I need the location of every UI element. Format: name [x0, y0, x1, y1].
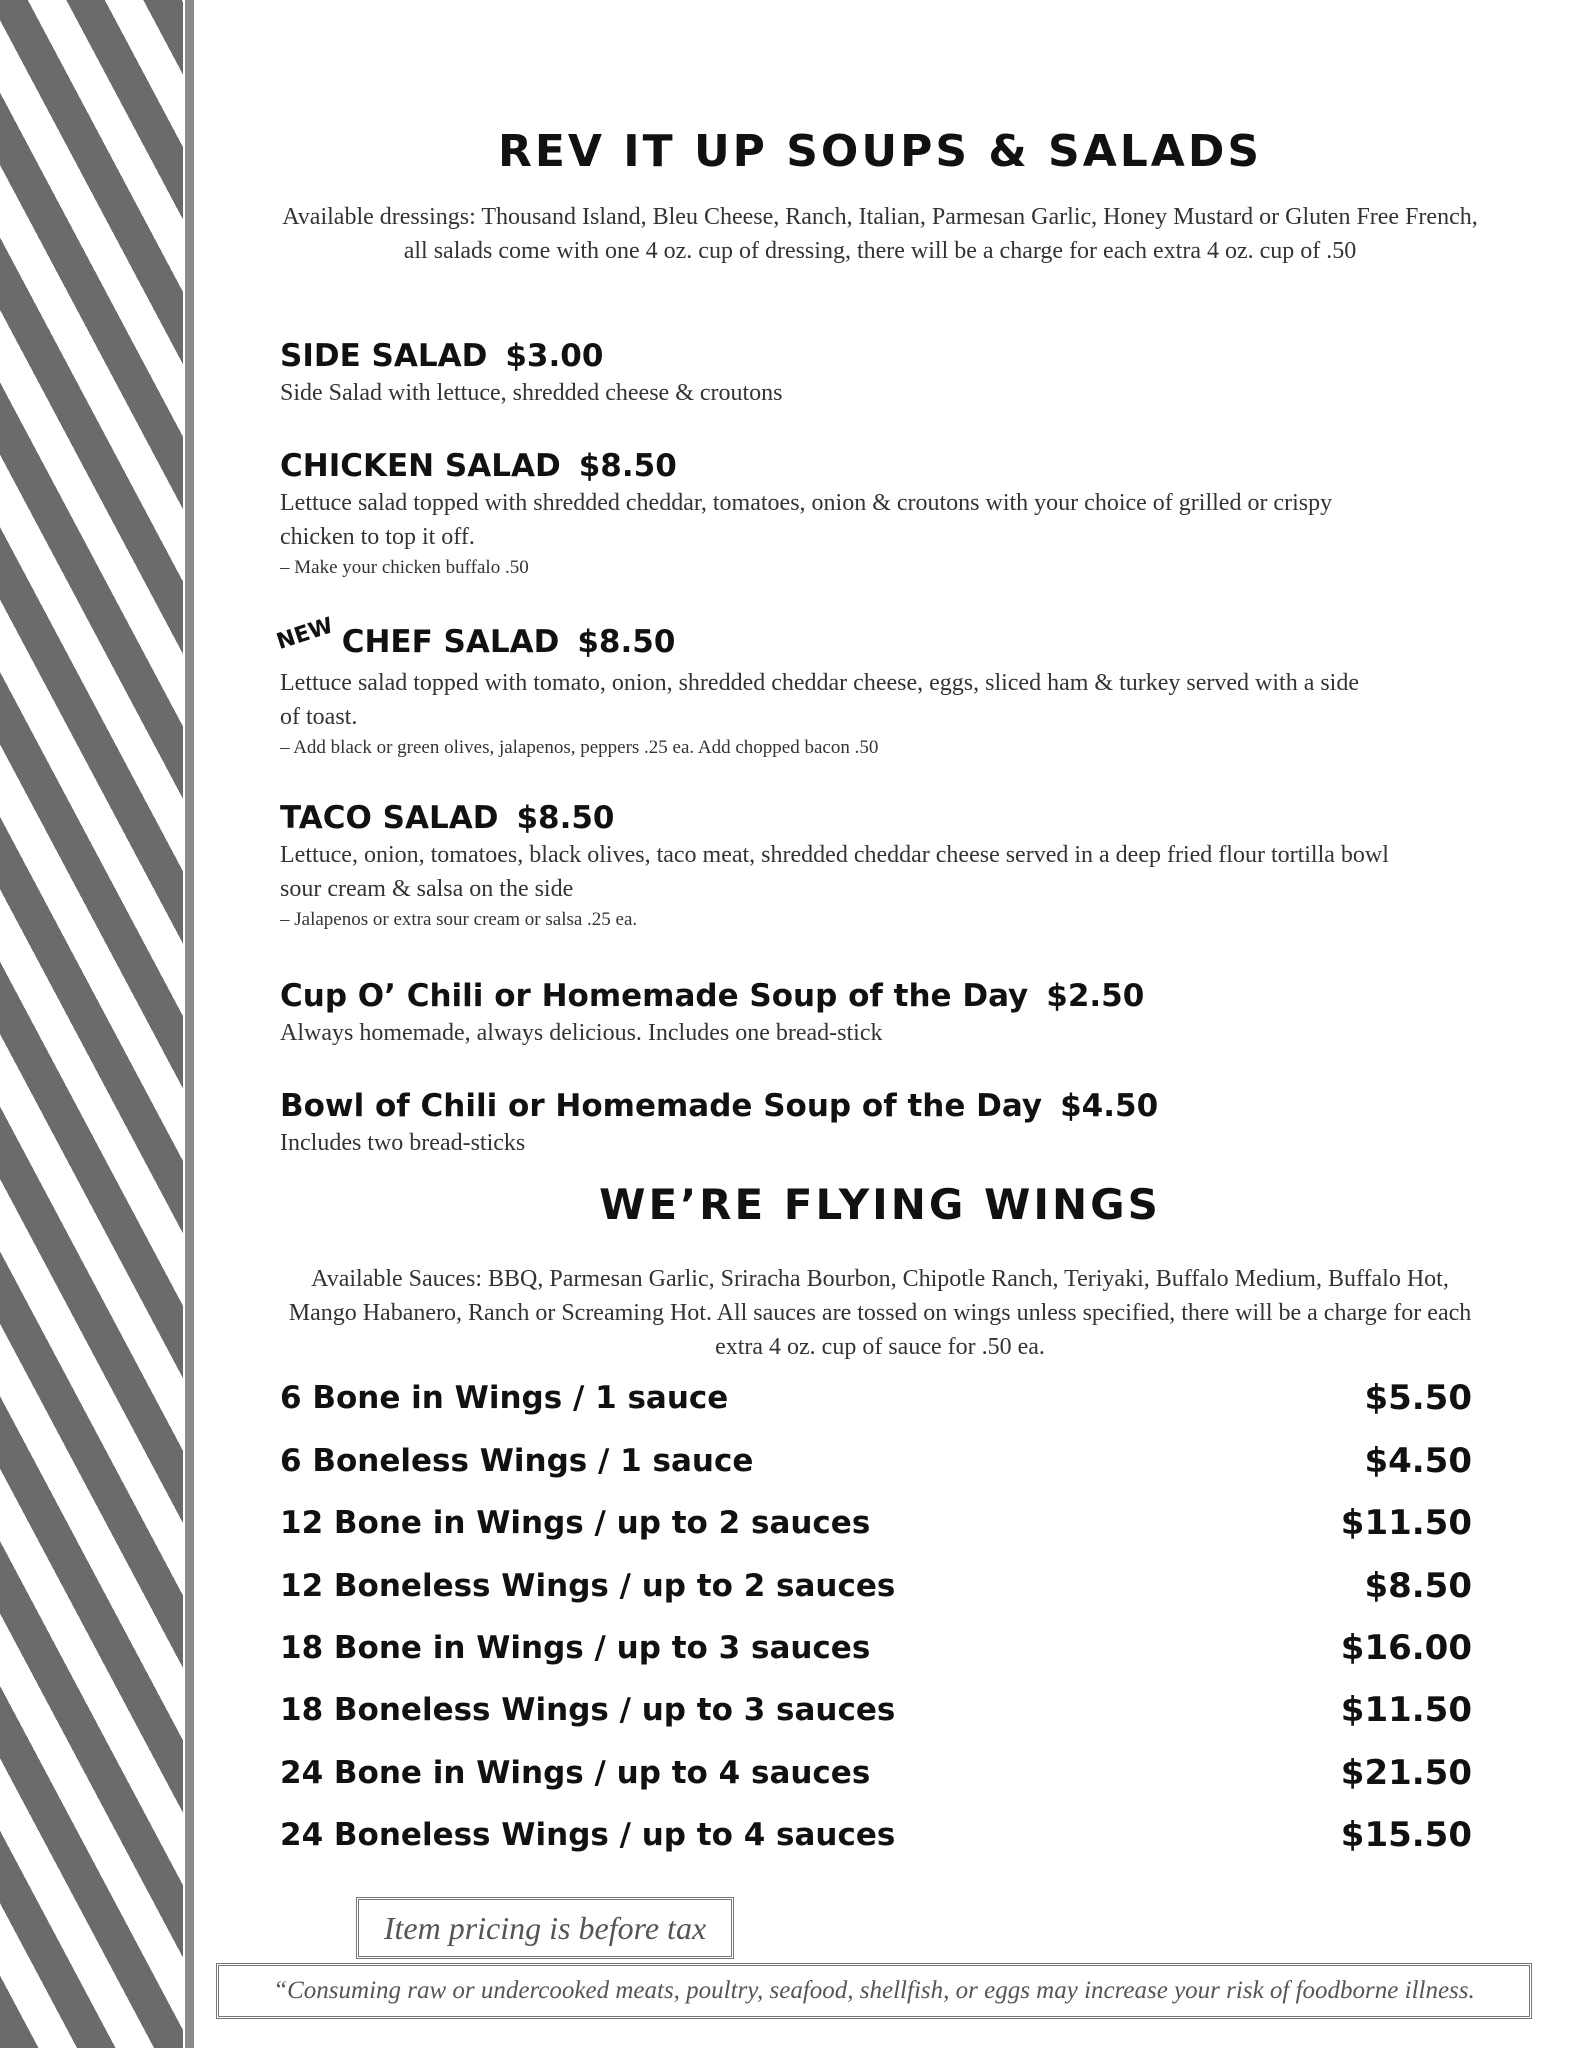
new-badge: NEW: [273, 613, 337, 655]
item-description: Lettuce, onion, tomatoes, black olives, taco meat, shredded cheddar cheese served in a deep fried flour tortilla bowl sour cream & salsa on the side: [280, 842, 1389, 902]
wing-item: [280, 1686, 1472, 1734]
wing-name: 24 Boneless Wings / up to 4 sauces: [280, 1817, 896, 1853]
menu-item: [280, 976, 1440, 1050]
menu-item: [280, 336, 1440, 410]
item-note: – Jalapenos or extra sour cream or salsa .25 ea.: [280, 909, 638, 930]
wing-price: $16.00: [1340, 1628, 1472, 1668]
item-price: $8.50: [516, 800, 615, 836]
wing-item: [280, 1749, 1472, 1797]
item-name: Cup O’ Chili or Homemade Soup of the Day: [280, 978, 1029, 1014]
wing-item: [280, 1437, 1472, 1485]
wing-price: $8.50: [1364, 1566, 1472, 1606]
item-description: Lettuce salad topped with tomato, onion, shredded cheddar cheese, eggs, sliced ham & turkey served with a side of toast.: [280, 670, 1360, 730]
wing-item: [280, 1624, 1472, 1672]
menu-item: [280, 446, 1440, 582]
dressings-intro: Available dressings: Thousand Island, Bleu Cheese, Ranch, Italian, Parmesan Garlic, Honey Mustard or Gluten Free French, all salads come with one 4 oz. cup of dressing, there will be a charge for each extra 4 oz. cup of .50: [282, 204, 1478, 264]
item-price: $4.50: [1060, 1088, 1159, 1124]
wing-name: 6 Boneless Wings / 1 sauce: [280, 1443, 754, 1479]
item-description: Always homemade, always delicious. Includes one bread-stick: [280, 1020, 883, 1046]
item-name: CHEF SALAD: [341, 624, 560, 660]
wing-name: 18 Boneless Wings / up to 3 sauces: [280, 1692, 896, 1728]
soups-salads-title: REV IT UP SOUPS & SALADS: [497, 126, 1263, 177]
sauces-intro: Available Sauces: BBQ, Parmesan Garlic, Sriracha Bourbon, Chipotle Ranch, Teriyaki, Buffalo Medium, Buffalo Hot, Mango Habanero, Ranch or Screaming Hot. All sauces are tossed on wings unless specified, there will be a charge for each extra 4 oz. cup of sauce for .50 ea.: [288, 1266, 1472, 1360]
item-name: SIDE SALAD: [280, 338, 488, 374]
wing-item: [280, 1811, 1472, 1859]
menu-page: [273, 0, 1480, 2048]
item-price: $8.50: [578, 448, 677, 484]
wing-item: [280, 1499, 1472, 1547]
wing-price: $15.50: [1340, 1815, 1472, 1855]
food-safety-warning: “Consuming raw or undercooked meats, poultry, seafood, shellfish, or eggs may increase your risk of foodborne illness.: [216, 1963, 1532, 2019]
wing-name: 18 Bone in Wings / up to 3 sauces: [280, 1630, 871, 1666]
wing-name: 24 Bone in Wings / up to 4 sauces: [280, 1755, 871, 1791]
wings-title: WE’RE FLYING WINGS: [599, 1180, 1161, 1229]
wing-price: $11.50: [1340, 1690, 1472, 1730]
menu-item: [273, 613, 1440, 762]
item-price: $2.50: [1046, 978, 1145, 1014]
wing-item: [280, 1562, 1472, 1610]
wing-price: $11.50: [1340, 1503, 1472, 1543]
item-price: $3.00: [505, 338, 604, 374]
item-name: CHICKEN SALAD: [280, 448, 561, 484]
wing-item: [280, 1374, 1472, 1422]
item-note: – Add black or green olives, jalapenos, peppers .25 ea. Add chopped bacon .50: [280, 737, 879, 758]
item-name: Bowl of Chili or Homemade Soup of the Day: [280, 1088, 1043, 1124]
item-description: Includes two bread-sticks: [280, 1130, 526, 1156]
item-description: Side Salad with lettuce, shredded cheese & croutons: [280, 380, 783, 406]
border-edge: [183, 0, 194, 2048]
tax-note: Item pricing is before tax: [356, 1897, 734, 1959]
wing-price: $4.50: [1364, 1441, 1472, 1481]
wing-price: $5.50: [1364, 1378, 1472, 1418]
item-price: $8.50: [577, 624, 676, 660]
wing-price: $21.50: [1340, 1753, 1472, 1793]
checkered-border-decoration: [0, 0, 183, 2048]
wing-name: 6 Bone in Wings / 1 sauce: [280, 1380, 729, 1416]
item-name: TACO SALAD: [280, 800, 499, 836]
wing-name: 12 Boneless Wings / up to 2 sauces: [280, 1568, 896, 1604]
item-description: Lettuce salad topped with shredded cheddar, tomatoes, onion & croutons with your choice of grilled or crispy chicken to top it off.: [280, 490, 1333, 550]
wing-name: 12 Bone in Wings / up to 2 sauces: [280, 1505, 871, 1541]
item-note: – Make your chicken buffalo .50: [280, 557, 529, 578]
menu-item: [280, 798, 1440, 934]
menu-item: [280, 1086, 1440, 1160]
